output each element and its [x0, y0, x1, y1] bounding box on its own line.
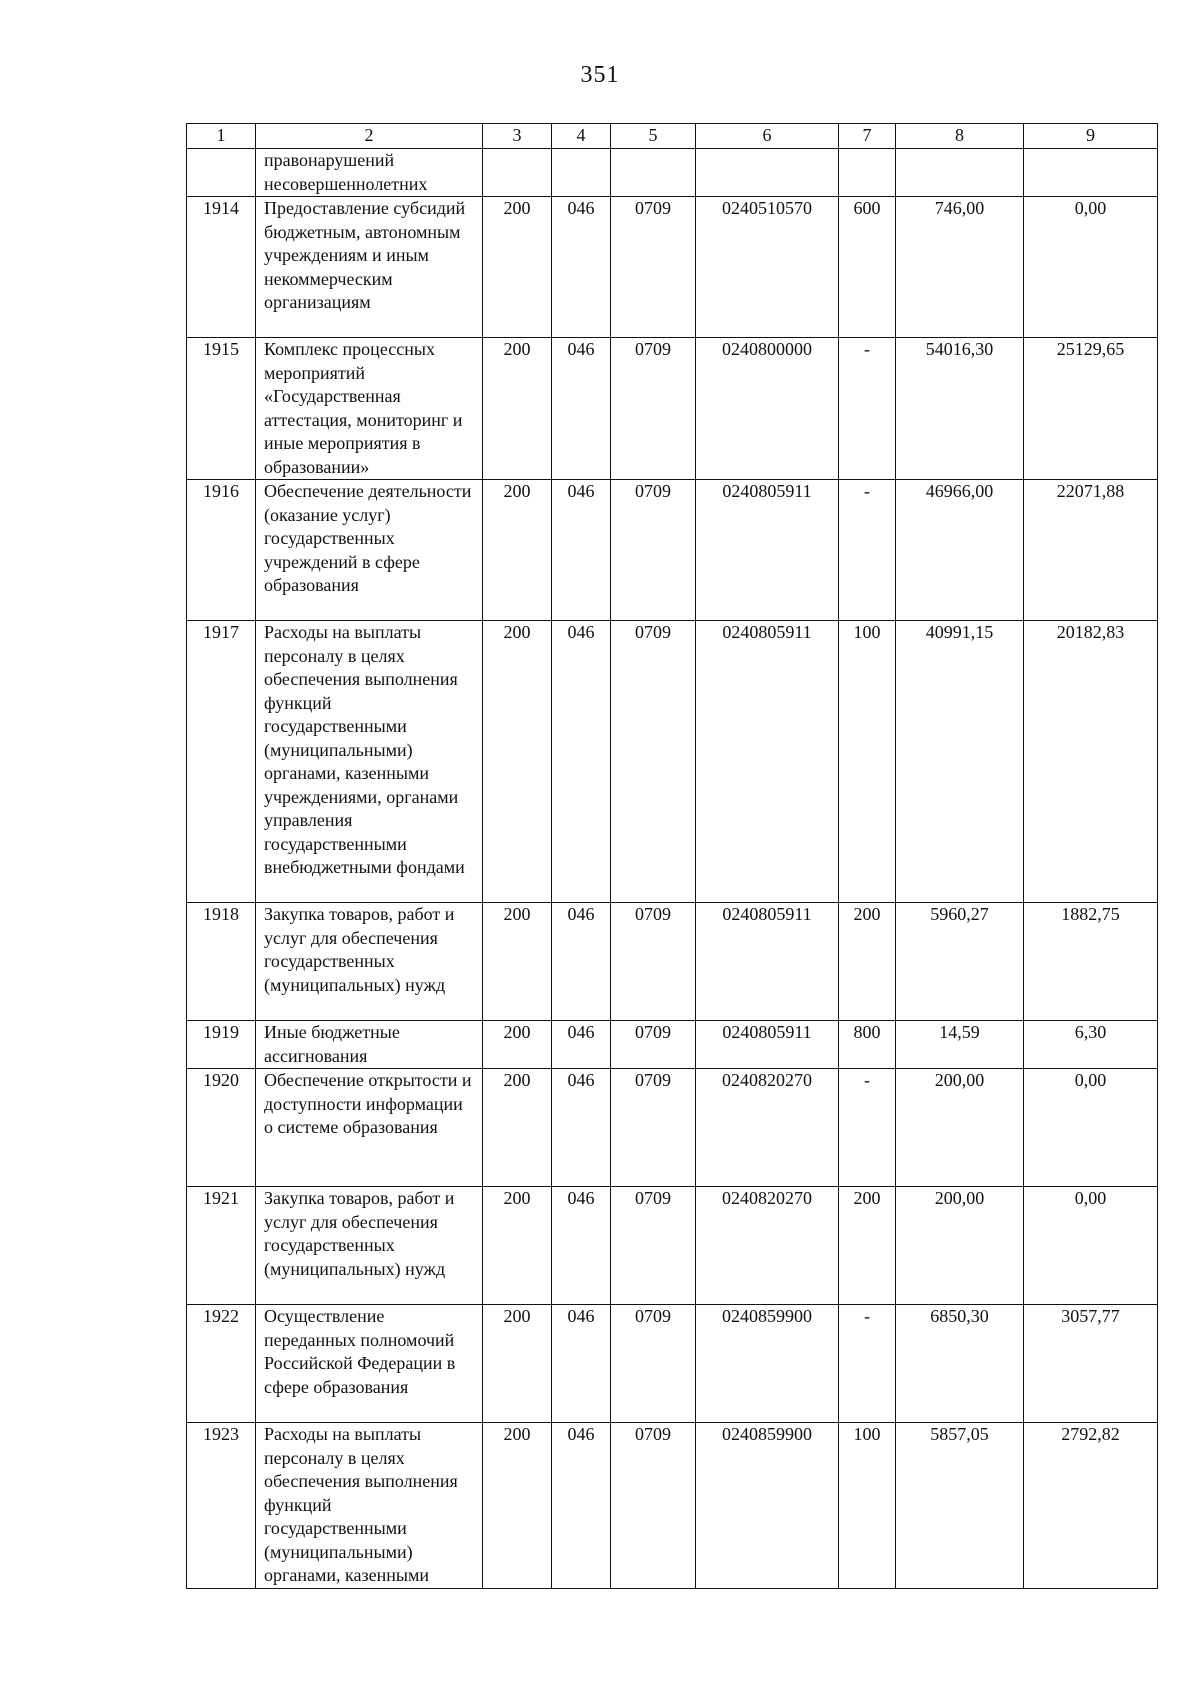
table-cell: 200	[483, 903, 552, 1021]
table-cell: 0,00	[1024, 197, 1158, 338]
description-cell: Обеспечение деятельности (оказание услуг) государственных учреждений в сфере образования	[256, 480, 483, 621]
row-number-cell: 1923	[187, 1423, 256, 1589]
table-cell: 0240805911	[696, 480, 839, 621]
description-cell: Обеспечение открытости и доступности информации о системе образования	[256, 1069, 483, 1187]
table-cell: 0709	[611, 338, 696, 480]
table-cell: 0240510570	[696, 197, 839, 338]
table-cell: 746,00	[896, 197, 1024, 338]
table-cell: 200	[483, 197, 552, 338]
table-cell: 200	[483, 1305, 552, 1423]
table-cell: 1882,75	[1024, 903, 1158, 1021]
column-header: 8	[896, 124, 1024, 149]
table-cell: 200,00	[896, 1187, 1024, 1305]
description-cell: правонарушений несовершеннолетних	[256, 149, 483, 197]
table-cell: -	[839, 480, 896, 621]
table-cell: 2792,82	[1024, 1423, 1158, 1589]
table-cell: 0709	[611, 480, 696, 621]
table-cell	[552, 149, 611, 197]
table-cell	[696, 149, 839, 197]
table-cell: 0240859900	[696, 1423, 839, 1589]
table-cell: 0709	[611, 903, 696, 1021]
table-cell: 0240805911	[696, 1021, 839, 1069]
table-cell: 0240820270	[696, 1069, 839, 1187]
table-cell: 046	[552, 1069, 611, 1187]
table-cell: 200	[483, 338, 552, 480]
table-row	[187, 480, 1158, 621]
table-cell	[839, 149, 896, 197]
table-cell: 100	[839, 621, 896, 903]
table-cell: 0709	[611, 197, 696, 338]
table-row	[187, 1423, 1158, 1589]
description-cell: Осуществление переданных полномочий Российской Федерации в сфере образования	[256, 1305, 483, 1423]
table-cell: 6850,30	[896, 1305, 1024, 1423]
table-cell: 0,00	[1024, 1187, 1158, 1305]
table-cell: 46966,00	[896, 480, 1024, 621]
row-number-cell: 1921	[187, 1187, 256, 1305]
table-cell: 046	[552, 1423, 611, 1589]
table-row	[187, 1069, 1158, 1187]
table-cell: 0709	[611, 1069, 696, 1187]
table-row	[187, 1187, 1158, 1305]
table-cell: 0240859900	[696, 1305, 839, 1423]
table-cell: 200,00	[896, 1069, 1024, 1187]
table-cell	[896, 149, 1024, 197]
column-header: 9	[1024, 124, 1158, 149]
table-cell: 54016,30	[896, 338, 1024, 480]
table-cell: 200	[483, 480, 552, 621]
table-cell: 200	[483, 1069, 552, 1187]
column-header: 1	[187, 124, 256, 149]
description-cell: Расходы на выплаты персоналу в целях обеспечения выполнения функций государственными (муниципальными) органами, казенными учреждениями, органами управления государственными внебюджетными фондами	[256, 621, 483, 903]
row-number-cell: 1918	[187, 903, 256, 1021]
table-cell: 100	[839, 1423, 896, 1589]
column-header: 7	[839, 124, 896, 149]
table-cell: 0709	[611, 1305, 696, 1423]
table-cell: 0240800000	[696, 338, 839, 480]
description-cell: Предоставление субсидий бюджетным, автономным учреждениям и иным некоммерческим организациям	[256, 197, 483, 338]
table-cell: 0709	[611, 1423, 696, 1589]
column-header: 2	[256, 124, 483, 149]
table-cell: 046	[552, 903, 611, 1021]
row-number-cell: 1922	[187, 1305, 256, 1423]
description-cell: Комплекс процессных мероприятий «Государственная аттестация, мониторинг и иные мероприятия в образовании»	[256, 338, 483, 480]
table-cell: 0240805911	[696, 621, 839, 903]
row-number-cell	[187, 149, 256, 197]
table-cell: -	[839, 1305, 896, 1423]
table-cell: 046	[552, 1021, 611, 1069]
table-row	[187, 197, 1158, 338]
column-header: 4	[552, 124, 611, 149]
table-cell	[611, 149, 696, 197]
table-cell: 40991,15	[896, 621, 1024, 903]
table-cell: 5857,05	[896, 1423, 1024, 1589]
table-row	[187, 338, 1158, 480]
table-row	[187, 621, 1158, 903]
table-cell: 200	[839, 1187, 896, 1305]
table-cell: 0709	[611, 1021, 696, 1069]
table-cell: 0709	[611, 1187, 696, 1305]
table-cell: -	[839, 1069, 896, 1187]
table-row	[187, 1021, 1158, 1069]
table-cell: 20182,83	[1024, 621, 1158, 903]
row-number-cell: 1919	[187, 1021, 256, 1069]
table-cell: 046	[552, 1305, 611, 1423]
table-cell: 200	[839, 903, 896, 1021]
table-cell: 0709	[611, 621, 696, 903]
table-cell: 800	[839, 1021, 896, 1069]
table-cell: 200	[483, 1423, 552, 1589]
row-number-cell: 1914	[187, 197, 256, 338]
table-cell: 6,30	[1024, 1021, 1158, 1069]
table-cell: 5960,27	[896, 903, 1024, 1021]
table-cell: -	[839, 338, 896, 480]
table-cell: 046	[552, 197, 611, 338]
table-cell: 046	[552, 480, 611, 621]
table-cell	[483, 149, 552, 197]
table-row	[187, 149, 1158, 197]
row-number-cell: 1920	[187, 1069, 256, 1187]
table-cell: 0240820270	[696, 1187, 839, 1305]
table-row	[187, 1305, 1158, 1423]
column-header: 3	[483, 124, 552, 149]
description-cell: Закупка товаров, работ и услуг для обеспечения государственных (муниципальных) нужд	[256, 1187, 483, 1305]
page-number: 351	[580, 62, 620, 88]
table-cell: 22071,88	[1024, 480, 1158, 621]
description-cell: Иные бюджетные ассигнования	[256, 1021, 483, 1069]
header-row	[187, 124, 1158, 149]
table-cell: 0240805911	[696, 903, 839, 1021]
table-cell: 046	[552, 338, 611, 480]
column-header: 6	[696, 124, 839, 149]
row-number-cell: 1915	[187, 338, 256, 480]
table-cell: 200	[483, 1021, 552, 1069]
budget-table	[186, 123, 1158, 1589]
table-cell: 25129,65	[1024, 338, 1158, 480]
table-cell: 3057,77	[1024, 1305, 1158, 1423]
table-cell: 200	[483, 1187, 552, 1305]
table-cell: 046	[552, 621, 611, 903]
table-cell: 14,59	[896, 1021, 1024, 1069]
row-number-cell: 1917	[187, 621, 256, 903]
description-cell: Закупка товаров, работ и услуг для обеспечения государственных (муниципальных) нужд	[256, 903, 483, 1021]
table-cell	[1024, 149, 1158, 197]
description-cell: Расходы на выплаты персоналу в целях обеспечения выполнения функций государственными (муниципальными) органами, казенными	[256, 1423, 483, 1589]
table-cell: 600	[839, 197, 896, 338]
table-cell: 0,00	[1024, 1069, 1158, 1187]
table-cell: 046	[552, 1187, 611, 1305]
row-number-cell: 1916	[187, 480, 256, 621]
table-cell: 200	[483, 621, 552, 903]
column-header: 5	[611, 124, 696, 149]
table-row	[187, 903, 1158, 1021]
